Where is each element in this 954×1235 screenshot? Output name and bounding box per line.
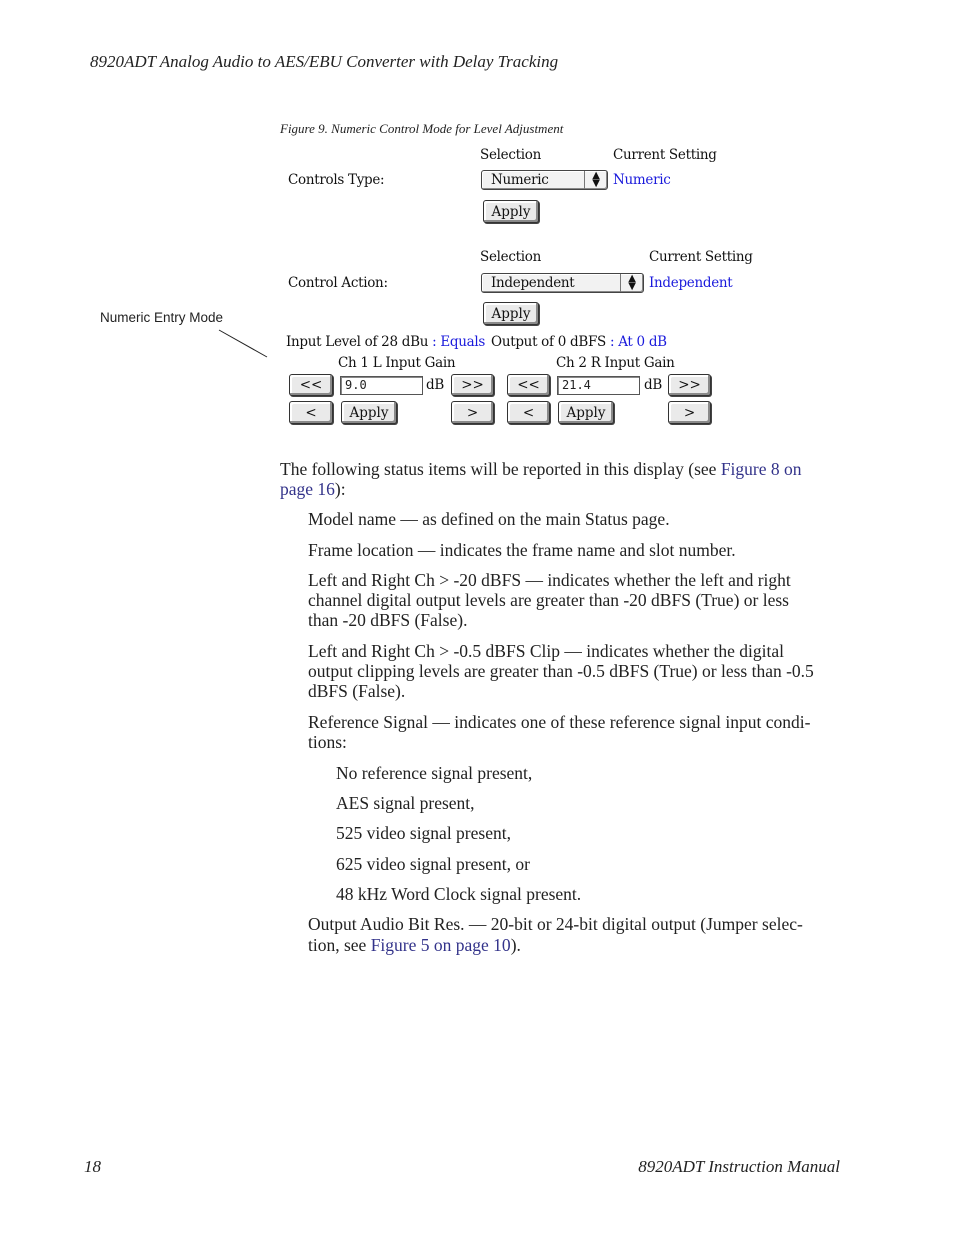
sub-list-item: AES signal present, — [336, 793, 475, 813]
output-level-separator: : — [609, 334, 615, 350]
controls-type-current-header: Current Setting — [613, 147, 717, 163]
output-level-value: At 0 dB — [618, 334, 667, 350]
ch1-apply-button[interactable]: Apply — [341, 401, 397, 424]
control-action-select-value: Independent — [491, 275, 575, 291]
select-arrows-icon: ▲ ▼ — [584, 171, 607, 189]
ch1-decrement-button[interactable]: < — [289, 401, 333, 424]
intro-text: The following status items will be reported in this display (see — [280, 459, 721, 479]
select-arrows-icon: ▲ ▼ — [620, 274, 643, 292]
list-item-cont: channel digital output levels are greater than -20 dBFS (True) or less — [308, 590, 789, 610]
list-item-cont — [308, 935, 521, 955]
controls-type-label: Controls Type: — [288, 172, 385, 188]
sub-list-item: No reference signal present, — [336, 763, 533, 783]
list-item: Reference Signal — indicates one of these reference signal input condi- — [308, 712, 811, 732]
callout-leader-line — [215, 328, 271, 360]
list-item: Output Audio Bit Res. — 20-bit or 24-bit digital output (Jumper selec- — [308, 914, 803, 934]
list-item-cont: than -20 dBFS (False). — [308, 610, 468, 630]
control-action-selection-header: Selection — [480, 249, 541, 265]
controls-type-select-value: Numeric — [491, 172, 549, 188]
input-level-separator: : — [432, 334, 437, 350]
ch1-big-decrement-button[interactable]: << — [289, 374, 333, 396]
running-header: 8920ADT Analog Audio to AES/EBU Converter with Delay Tracking — [90, 52, 559, 71]
ch1-gain-unit: dB — [426, 377, 444, 393]
list-item-cont: dBFS (False). — [308, 681, 406, 701]
ch2-gain-unit: dB — [644, 377, 662, 393]
input-level-value: Equals — [440, 334, 486, 350]
page-number: 18 — [84, 1157, 101, 1176]
controls-type-current-value: Numeric — [613, 172, 671, 188]
list-item: Model name — as defined on the main Status page. — [308, 509, 670, 529]
ch2-apply-button[interactable]: Apply — [558, 401, 614, 424]
page-16-link[interactable]: page 16 — [280, 479, 335, 499]
controls-type-selection-header: Selection — [480, 147, 541, 163]
controls-type-apply-button[interactable]: Apply — [483, 200, 539, 223]
intro-line-2 — [280, 479, 346, 499]
footer-manual-title: 8920ADT Instruction Manual — [638, 1157, 840, 1176]
level-line — [286, 334, 667, 350]
ch2-decrement-button[interactable]: < — [507, 401, 550, 424]
intro-line-1 — [280, 459, 802, 479]
control-action-current-value: Independent — [649, 275, 733, 291]
sub-list-item: 48 kHz Word Clock signal present. — [336, 884, 582, 904]
controls-type-select[interactable] — [481, 170, 608, 190]
list-item: Left and Right Ch > -20 dBFS — indicates whether the left and right — [308, 570, 791, 590]
ch2-big-decrement-button[interactable]: << — [507, 374, 550, 396]
ch2-big-increment-button[interactable]: >> — [668, 374, 711, 396]
ch2-gain-label: Ch 2 R Input Gain — [556, 355, 675, 371]
ch1-big-increment-button[interactable]: >> — [451, 374, 494, 396]
figure-caption: Figure 9. Numeric Control Mode for Level Adjustment — [280, 121, 564, 136]
figure-8-link[interactable]: Figure 8 on — [720, 459, 802, 479]
figure-5-link[interactable]: Figure 5 on page 10 — [370, 935, 511, 955]
last-text-end: ). — [510, 935, 521, 955]
intro-text-end: ): — [334, 479, 346, 499]
ch1-gain-input[interactable]: 9.0 — [340, 376, 423, 395]
sub-list-item: 625 video signal present, or — [336, 854, 530, 874]
control-action-label: Control Action: — [288, 275, 388, 291]
input-level-text: Input Level of 28 dBu — [286, 334, 429, 350]
control-action-select[interactable] — [481, 273, 644, 293]
list-item: Left and Right Ch > -0.5 dBFS Clip — indicates whether the digital — [308, 641, 784, 661]
output-level-text: Output of 0 dBFS — [491, 334, 606, 350]
ch2-increment-button[interactable]: > — [668, 401, 711, 424]
list-item: Frame location — indicates the frame name and slot number. — [308, 540, 736, 560]
control-action-current-header: Current Setting — [649, 249, 753, 265]
ch1-increment-button[interactable]: > — [451, 401, 494, 424]
control-action-apply-button[interactable]: Apply — [483, 302, 539, 325]
callout-label: Numeric Entry Mode — [100, 310, 224, 325]
list-item-cont: output clipping levels are greater than -0.5 dBFS (True) or less than -0.5 — [308, 661, 814, 681]
ch1-gain-label: Ch 1 L Input Gain — [338, 355, 456, 371]
list-item-cont: tions: — [308, 732, 347, 752]
sub-list-item: 525 video signal present, — [336, 823, 511, 843]
ch2-gain-input[interactable]: 21.4 — [557, 376, 640, 395]
last-text: tion, see — [308, 935, 371, 955]
